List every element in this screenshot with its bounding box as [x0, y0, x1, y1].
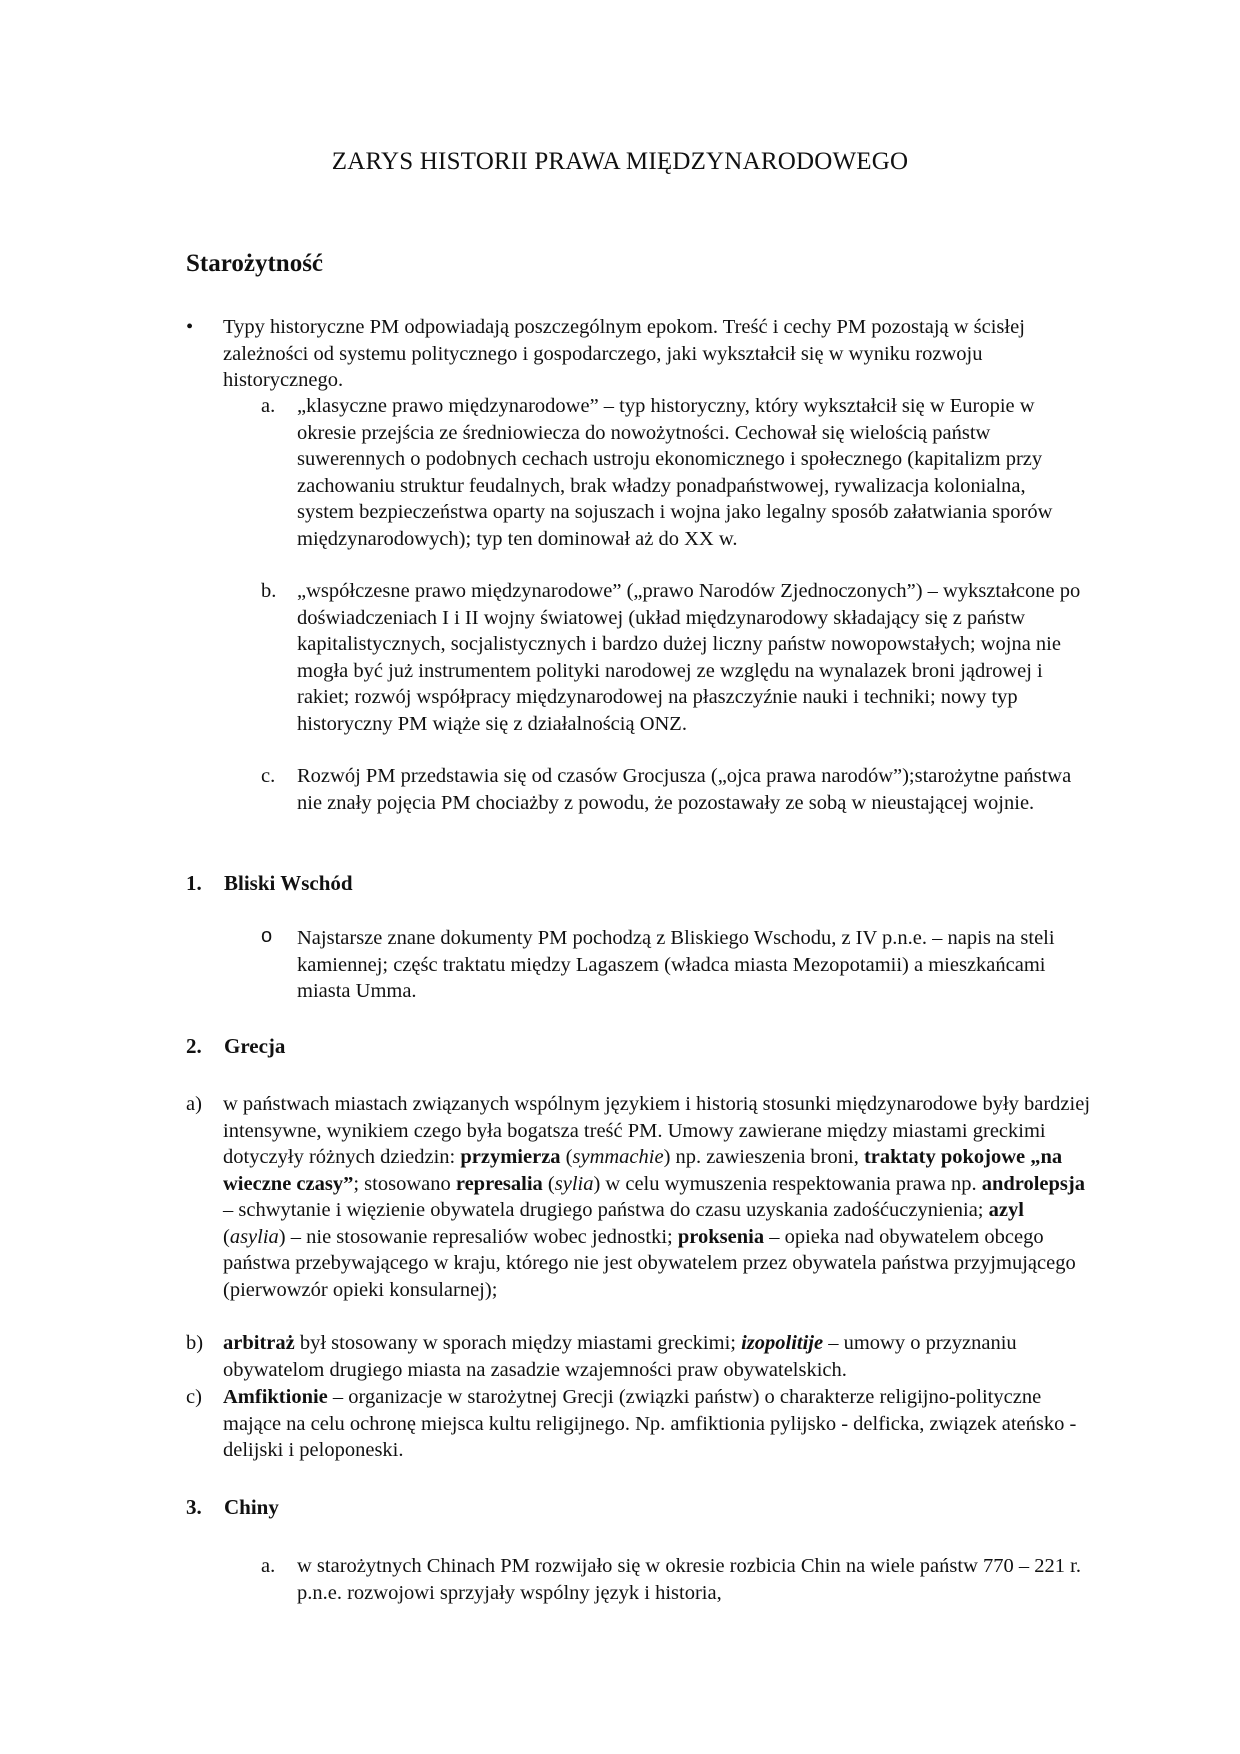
intro-paragraph: Typy historyczne PM odpowiadają poszczególnym epokom. Treść i cechy PM pozostają w ścisłej zależności od systemu politycznego i gospodarczego, jaki wykształcił się w wyniku rozwoju historycznego.	[223, 316, 1025, 391]
list-marker: a)	[186, 1093, 202, 1115]
section-title: Chiny	[224, 1495, 279, 1519]
section-title: Bliski Wschód	[224, 871, 353, 895]
list-item: w starożytnych Chinach PM rozwijało się w okresie rozbicia Chin na wiele państw 770 – 221 r. p.n.e. rozwojowi sprzyjały wspólny język i historia,	[297, 1555, 1081, 1604]
list-item: w państwach miastach związanych wspólnym językiem i historią stosunki międzynarodowe były bardziej intensywne, wynikiem czego była bogatsza treść PM. Umowy zawierane między miastami greckimi dotyczyły różnych dziedzin: przymierza (symmachie) np. zawieszenia broni, traktaty pokojowe „na wieczne czasy”; stosowano represalia (sylia) w celu wymuszenia respektowania prawa np. androlepsja – schwytanie i więzienie obywatela drugiego państwa do czasu uzyskania zadośćuczynienia; azyl (asylia) – nie stosowanie represaliów wobec jednostki; proksenia – opieka nad obywatelem obcego państwa przebywającego w kraju, którego nie jest obywatelem przez obywatela państwa przyjmującego (pierwowzór opieki konsularnej);	[223, 1093, 1091, 1301]
list-marker: b)	[186, 1332, 204, 1354]
section-title: Grecja	[224, 1034, 286, 1058]
list-marker: c)	[186, 1386, 202, 1408]
section-heading-near-east	[186, 871, 353, 896]
section-number: 2.	[186, 1034, 202, 1058]
section-heading-greece	[186, 1034, 285, 1059]
section-number: 1.	[186, 871, 202, 895]
list-marker: c.	[261, 765, 276, 787]
list-item: „klasyczne prawo międzynarodowe” – typ historyczny, który wykształcił się w Europie w okresie przejścia ze średniowiecza do nowożytności. Cechował się wielością państw suwerennych o podobnych cechach ustroju ekonomicznego i społecznego (kapitalizm przy zachowaniu struktur feudalnych, brak władzy ponadpaństwowej, rywalizacja kolonialna, system bezpieczeństwa oparty na sojuszach i wojna jako legalny sposób załatwiania sporów międzynarodowych); typ ten dominował aż do XX w.	[297, 395, 1053, 550]
section-heading-china	[186, 1495, 279, 1520]
list-marker: b.	[261, 580, 277, 602]
list-item: Amfiktionie – organizacje w starożytnej Grecji (związki państw) o charakterze religijno-polityczne mające na celu ochronę miejsca kultu religijnego. Np. amfiktionia pylijsko - delficka, związek ateńsko - delijski i peloponeski.	[223, 1386, 1077, 1461]
list-item: „współczesne prawo międzynarodowe” („prawo Narodów Zjednoczonych”) – wykształcone po doświadczeniach I i II wojny światowej (układ międzynarodowy składający się z państw kapitalistycznych, socjalistycznych i bardzo dużej liczny państw nowopowstałych; wojna nie mogła być już instrumentem polityki narodowej ze względu na wynalazek broni jądrowej i rakiet; rozwój współpracy międzynarodowej na płaszczyźnie nauki i techniki; nowy typ historyczny PM wiąże się z działalnością ONZ.	[297, 580, 1081, 735]
document-title: ZARYS HISTORII PRAWA MIĘDZYNARODOWEGO	[331, 148, 909, 175]
circle-bullet-marker: o	[261, 925, 273, 947]
list-marker: a.	[261, 395, 276, 417]
section-heading-antiquity: Starożytność	[186, 250, 324, 277]
list-item: arbitraż był stosowany w sporach między miastami greckimi; izopolitije – umowy o przyznaniu obywatelom drugiego miasta na zasadzie wzajemności praw obywatelskich.	[223, 1332, 1017, 1381]
list-item: Rozwój PM przedstawia się od czasów Grocjusza („ojca prawa narodów”);starożytne państwa nie znały pojęcia PM chociażby z powodu, że pozostawały ze sobą w nieustającej wojnie.	[297, 765, 1072, 814]
section-number: 3.	[186, 1495, 202, 1519]
list-item: Najstarsze znane dokumenty PM pochodzą z Bliskiego Wschodu, z IV p.n.e. – napis na steli kamiennej; częśc traktatu między Lagaszem (władca miasta Mezopotamii) a mieszkańcami miasta Umma.	[297, 927, 1055, 1002]
list-marker: a.	[261, 1555, 276, 1577]
bullet-marker: •	[186, 316, 194, 338]
